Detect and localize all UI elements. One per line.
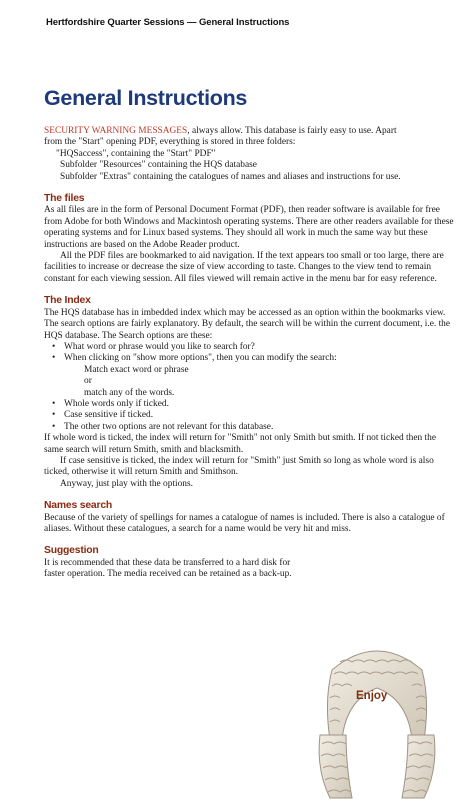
suggestion-section bbox=[44, 545, 454, 580]
page-title: General Instructions bbox=[44, 86, 248, 110]
list-item: • Case sensitive if ticked. bbox=[44, 410, 454, 421]
list-item: • When clicking on "show more options", then you can modify the search: bbox=[44, 353, 454, 364]
index-paragraph: If whole word is ticked, the index will return for "Smith" not only Smith but smith. If not ticked then the same search will return Smith, smith and blacksmith. bbox=[44, 433, 436, 455]
intro-line-1-rest: , always allow. This database is fairly easy to use. Apart bbox=[187, 126, 397, 136]
search-options-list bbox=[44, 342, 454, 365]
files-paragraph: All the PDF files are bookmarked to aid navigation. If the text appears too small or too large, there are facilities to increase or decrease the size of view according to taste. Changes to the view tend to remain constant for each viewing session. All files viewed will remain active in the menu bar for easy reference. bbox=[44, 251, 444, 284]
index-paragraph: Anyway, just play with the options. bbox=[60, 478, 193, 489]
index-heading: The Index bbox=[44, 295, 91, 307]
suggestion-paragraph: It is recommended that these data be transferred to a hard disk for faster operation. The media received can be retained as a back-up. bbox=[44, 557, 292, 580]
sub-option-or: or bbox=[84, 376, 92, 387]
running-head: Hertfordshire Quarter Sessions — General Instructions bbox=[46, 17, 290, 28]
intro-line-2: from the "Start" opening PDF, everything is stored in three folders: bbox=[44, 137, 296, 148]
names-heading: Names search bbox=[44, 500, 113, 512]
index-paragraph: The HQS database has in imbedded index which may be accessed as an option within the bookmarks view. The search options are fairly explanatory. By default, the search will be within the current document, i.e. the HQS database. The Search options are these: bbox=[44, 307, 451, 341]
files-section bbox=[44, 193, 454, 285]
index-paragraph: If case sensitive is ticked, the index will return for "Smith" just Smith so long as whole word is also ticked, otherwise it will return Smith and Smithson. bbox=[44, 455, 434, 478]
files-heading: The files bbox=[44, 193, 85, 205]
names-paragraph: Because of the variety of spellings for names a catalogue of names is included. There is also a catalogue of aliases. Without these catalogues, a search for a name would be very hit and miss. bbox=[44, 512, 445, 534]
list-item: • What word or phrase would you like to search for? bbox=[44, 342, 454, 353]
list-item: • Whole words only if ticked. bbox=[44, 399, 454, 410]
document-body bbox=[44, 126, 454, 581]
intro-line-1 bbox=[44, 126, 454, 137]
list-item: • The other two options are not relevant for this database. bbox=[44, 422, 454, 433]
names-section bbox=[44, 500, 454, 535]
suggestion-heading: Suggestion bbox=[44, 545, 99, 557]
folder-item: Subfolder "Extras" containing the catalogues of names and aliases and instructions for use. bbox=[60, 171, 401, 182]
sub-option: match any of the words. bbox=[84, 387, 175, 398]
files-paragraph: As all files are in the form of Personal Document Format (PDF), then reader software is available for free from Adobe for both Windows and Mackintosh operating systems. There are other readers available for these operating systems and for Linux based systems. They should all work in much the same way but these instructions are based on the Adobe Reader product. bbox=[44, 205, 454, 250]
intro-section bbox=[44, 126, 454, 183]
folder-item: "HQSaccess", containing the "Start" PDF" bbox=[56, 148, 216, 159]
index-section bbox=[44, 295, 454, 490]
enjoy-label: Enjoy bbox=[356, 690, 388, 702]
security-warning-text: SECURITY WARNING MESSAGES bbox=[44, 126, 188, 136]
judge-wig-illustration bbox=[312, 640, 442, 800]
sub-option: Match exact word or phrase bbox=[84, 364, 189, 375]
folder-item: Subfolder "Resources" containing the HQS database bbox=[60, 160, 257, 171]
search-options-list-continued bbox=[44, 399, 454, 433]
